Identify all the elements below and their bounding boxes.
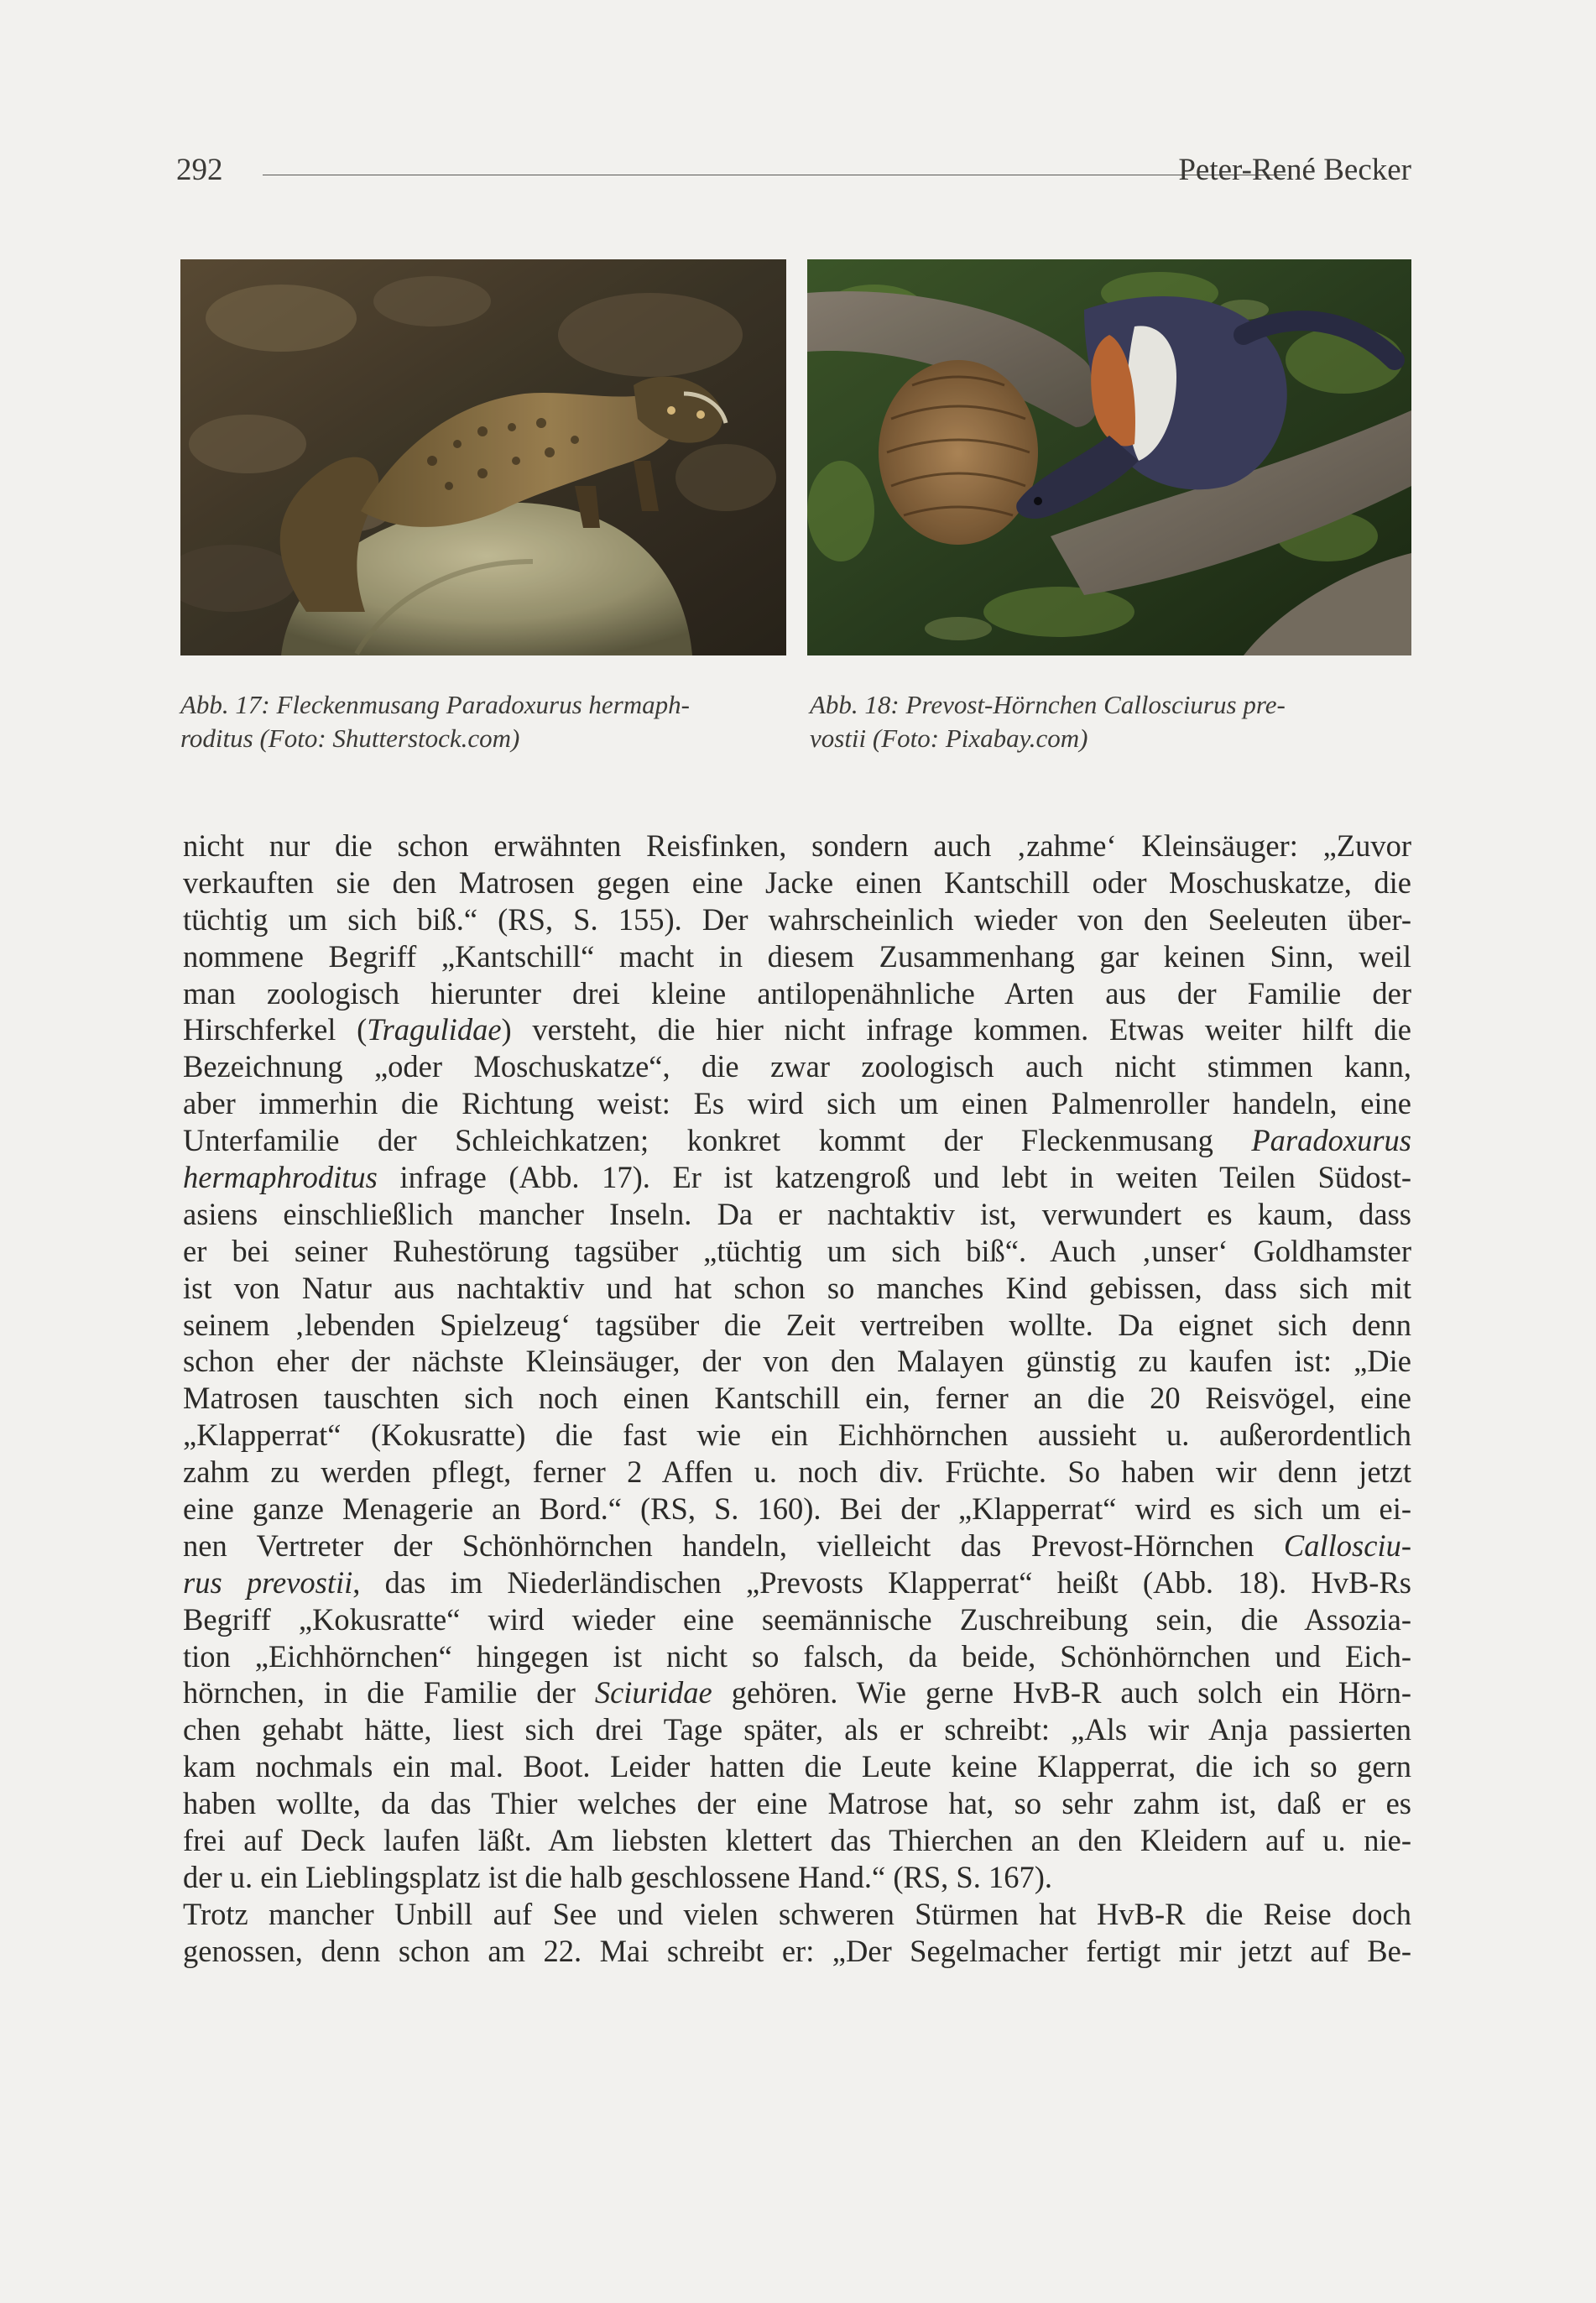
body-line	[183, 1270, 1411, 1307]
text-run: aber immerhin die Richtung weist: Es wird sich um einen Palmenroller handeln, eine	[183, 1086, 1411, 1121]
figure-17-caption	[180, 688, 786, 755]
text-run: verkauften sie den Matrosen gegen eine Jacke einen Kantschill oder Moschuskatze, die	[183, 864, 1411, 900]
italic-term: hermaphroditus	[183, 1160, 378, 1195]
body-line	[183, 1711, 1411, 1748]
body-line	[183, 1785, 1411, 1822]
body-line	[183, 1011, 1411, 1048]
body-line	[183, 1380, 1411, 1417]
running-header	[176, 149, 1411, 191]
text-run: Hirschferkel (	[183, 1012, 368, 1047]
text-run: gehören. Wie gerne HvB-R auch solch ein Hörn-	[712, 1675, 1411, 1710]
body-line	[183, 1085, 1411, 1122]
text-run: ist von Natur aus nachtaktiv und hat schon so manches Kind gebissen, dass sich mit	[183, 1270, 1411, 1305]
body-line	[183, 1674, 1411, 1711]
caption-line: Abb. 18: Prevost-Hörnchen Callosciurus pre-	[810, 690, 1286, 719]
text-run: nommene Begriff „Kantschill“ macht in diesem Zusammenhang gar keinen Sinn, weil	[183, 938, 1411, 974]
italic-term: Callosciu-	[1283, 1528, 1411, 1563]
body-line	[183, 1491, 1411, 1528]
running-author: Peter-René Becker	[1178, 153, 1411, 187]
squirrel-photo-image	[807, 259, 1411, 655]
italic-term: Tragulidae	[367, 1012, 502, 1047]
body-line	[183, 1601, 1411, 1638]
body-line	[183, 1196, 1411, 1233]
italic-term: rus prevostii	[183, 1564, 353, 1600]
body-line	[183, 1048, 1411, 1085]
body-line	[183, 1896, 1411, 1933]
text-run: er bei seiner Ruhestörung tagsüber „tüchtig um sich biß“. Auch ‚unser‘ Goldhamster	[183, 1233, 1411, 1268]
body-line	[183, 975, 1411, 1012]
figure-18-photo	[807, 259, 1411, 655]
body-line	[183, 901, 1411, 938]
text-run: seinem ‚lebenden Spielzeug‘ tagsüber die Zeit vertreiben wollte. Da eignet sich denn	[183, 1307, 1411, 1342]
body-line	[183, 1343, 1411, 1380]
text-run: , das im Niederländischen „Prevosts Klapperrat“ heißt (Abb. 18). HvB-Rs	[352, 1564, 1411, 1600]
body-line	[183, 1454, 1411, 1491]
body-line	[183, 1528, 1411, 1564]
italic-term: Sciuridae	[594, 1675, 712, 1710]
body-line	[183, 938, 1411, 975]
body-line	[183, 1307, 1411, 1344]
text-run: Unterfamilie der Schleichkatzen; konkret kommt der Fleckenmusang	[183, 1123, 1252, 1158]
text-run: haben wollte, da das Thier welches der eine Matrose hat, so sehr zahm ist, daß er es	[183, 1786, 1411, 1821]
body-line	[183, 864, 1411, 901]
text-run: der u. ein Lieblingsplatz ist die halb geschlossene Hand.“ (RS, S. 167).	[183, 1859, 1052, 1894]
body-line	[183, 1822, 1411, 1859]
text-run: tion „Eichhörnchen“ hingegen ist nicht so falsch, da beide, Schönhörnchen und Eich-	[183, 1638, 1411, 1674]
body-line	[183, 1233, 1411, 1270]
caption-line: roditus (Foto: Shutterstock.com)	[180, 723, 520, 753]
text-run: „Klapperrat“ (Kokusratte) die fast wie ein Eichhörnchen aussieht u. außerordentlich	[183, 1418, 1411, 1453]
text-run: frei auf Deck laufen läßt. Am liebsten klettert das Thierchen an den Kleidern auf u. nie-	[183, 1823, 1411, 1858]
figure-17-photo	[180, 259, 786, 655]
text-run: kam nochmals ein mal. Boot. Leider hatten die Leute keine Klapperrat, die ich so gern	[183, 1749, 1411, 1784]
text-run: zahm zu werden pflegt, ferner 2 Affen u. noch div. Früchte. So haben wir denn jetzt	[183, 1454, 1411, 1490]
body-line	[183, 1417, 1411, 1454]
body-line	[183, 1564, 1411, 1601]
text-run: infrage (Abb. 17). Er ist katzengroß und lebt in weiten Teilen Südost-	[377, 1160, 1411, 1195]
text-run: Begriff „Kokusratte“ wird wieder eine seemännische Zuschreibung sein, die Assozia-	[183, 1601, 1411, 1637]
body-line	[183, 1159, 1411, 1196]
text-run: hörnchen, in die Familie der	[183, 1675, 595, 1710]
text-run: tüchtig um sich biß.“ (RS, S. 155). Der wahrscheinlich wieder von den Seeleuten über-	[183, 901, 1411, 937]
body-line	[183, 1748, 1411, 1785]
text-run: Trotz mancher Unbill auf See und vielen schweren Stürmen hat HvB-R die Reise doch	[183, 1896, 1411, 1931]
text-run: nicht nur die schon erwähnten Reisfinken, sondern auch ‚zahme‘ Kleinsäuger: „Zuvor	[183, 828, 1411, 863]
body-line	[183, 1122, 1411, 1159]
text-run: asiens einschließlich mancher Inseln. Da er nachtaktiv ist, verwundert es kaum, dass	[183, 1196, 1411, 1231]
italic-term: Paradoxurus	[1251, 1123, 1411, 1158]
text-run: Matrosen tauschten sich noch einen Kantschill ein, ferner an die 20 Reisvögel, eine	[183, 1381, 1411, 1416]
body-line	[183, 1638, 1411, 1675]
body-text	[183, 828, 1411, 1970]
text-run: nen Vertreter der Schönhörnchen handeln, vielleicht das Prevost-Hörnchen	[183, 1528, 1284, 1563]
text-run: schon eher der nächste Kleinsäuger, der von den Malayen günstig zu kaufen ist: „Die	[183, 1344, 1411, 1379]
body-line	[183, 1859, 1411, 1896]
caption-line: vostii (Foto: Pixabay.com)	[810, 723, 1088, 753]
text-run: genossen, denn schon am 22. Mai schreibt er: „Der Segelmacher fertigt mir jetzt auf Be-	[183, 1933, 1411, 1968]
text-run: ) versteht, die hier nicht infrage kommen. Etwas weiter hilft die	[501, 1012, 1411, 1047]
text-run: chen gehabt hätte, liest sich drei Tage später, als er schreibt: „Als wir Anja passierten	[183, 1712, 1411, 1747]
figure-18-caption	[810, 688, 1412, 755]
text-run: eine ganze Menagerie an Bord.“ (RS, S. 160). Bei der „Klapperrat“ wird es sich um ei-	[183, 1491, 1411, 1527]
body-line	[183, 828, 1411, 864]
text-run: Bezeichnung „oder Moschuskatze“, die zwar zoologisch auch nicht stimmen kann,	[183, 1049, 1411, 1084]
caption-line: Abb. 17: Fleckenmusang Paradoxurus hermaph-	[180, 690, 690, 719]
civet-photo-image	[180, 259, 786, 655]
text-run: man zoologisch hierunter drei kleine antilopenähnliche Arten aus der Familie der	[183, 975, 1411, 1010]
body-line	[183, 1933, 1411, 1970]
page-number: 292	[176, 153, 223, 187]
